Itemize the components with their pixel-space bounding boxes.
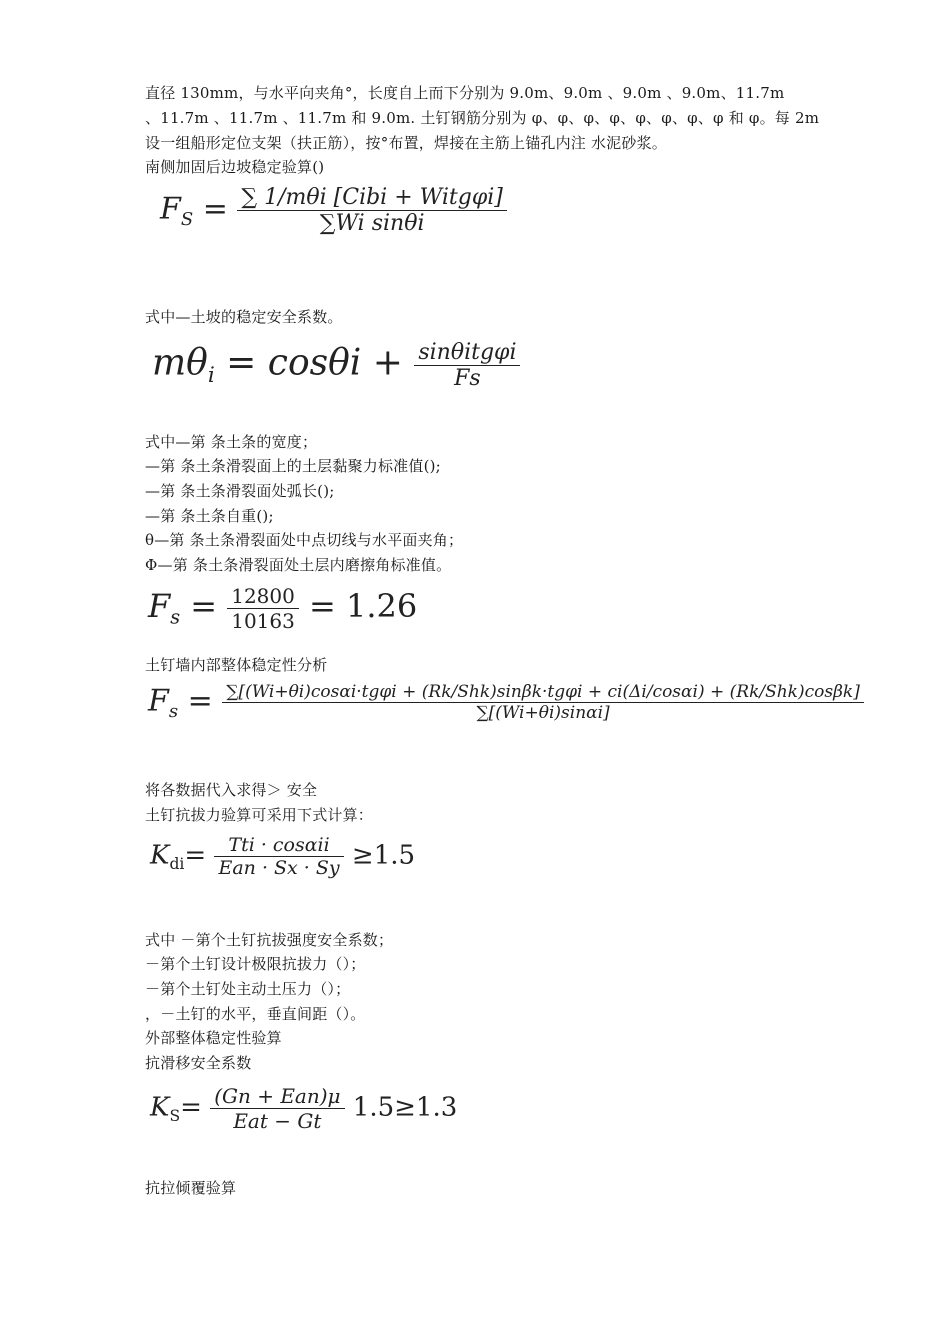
paragraph-line: 将各数据代入求得＞ 安全: [145, 781, 318, 799]
definition-line: ，－土钉的水平，垂直间距（）。: [145, 1005, 366, 1023]
definition-line: —第 条土条自重();: [145, 507, 274, 525]
definition-line: —第 条土条滑裂面上的土层黏聚力标准值();: [145, 457, 441, 475]
definition-line: Φ—第 条土条滑裂面处土层内磨擦角标准值。: [145, 556, 452, 574]
definition-line: 式中 －第个土钉抗拔强度安全系数；: [145, 931, 394, 949]
section-heading: 土钉墙内部整体稳定性分析: [145, 656, 328, 674]
equation-mtheta: $m\theta_i = \cos\theta i$ + $\frac{\text{sinθitgφi}}{Fs}$: [152, 340, 520, 391]
paragraph-line: 土钉抗拔力验算可采用下式计算：: [145, 806, 374, 824]
equation-fs-value: $F_s$ = $\frac{12800}{10163}$ = 1.26: [148, 584, 418, 633]
equation-kdi: $K_{di}=$ $\frac{\text{Tti · cosαii}}{\text{Ean · Sx · Sy}}$ ≥1.5: [150, 834, 416, 879]
equation-fs-sum: $F_S$ = $\frac{\text{∑ 1/mθi [Cibi + Witgφi]}}{\text{∑Wi sinθi}}$: [160, 185, 507, 236]
definition-line: 式中—第 条土条的宽度；: [145, 433, 318, 451]
definition-line: －第个土钉处主动土压力（）；: [145, 980, 351, 998]
definition-line: －第个土钉设计极限抗拔力（）；: [145, 955, 366, 973]
paragraph-line: 式中—土坡的稳定安全系数。: [145, 308, 343, 326]
section-heading: 外部整体稳定性验算: [145, 1029, 282, 1047]
paragraph-line: 设一组船形定位支架（扶正筋），按°布置，焊接在主筋上锚孔内注 水泥砂浆。: [145, 134, 667, 152]
paragraph-line: 直径 130mm，与水平向夹角°，长度自上而下分别为 9.0m、9.0m 、9.0m 、9.0m、11.7m: [145, 84, 785, 102]
section-heading: 抗拉倾覆验算: [145, 1179, 237, 1197]
equation-fs-internal: $F_s$ = ∑[(Wi+θi)cosαi·tgφi + (Rk/Shk)sinβk·tgφi + ci(Δi/cosαi) + (Rk/Shk)cosβk] ∑[(Wi+θi)sinαi]: [148, 682, 864, 723]
definition-line: θ—第 条土条滑裂面处中点切线与水平面夹角；: [145, 531, 464, 549]
paragraph-line: 、11.7m 、11.7m 、11.7m 和 9.0m. 土钉钢筋分别为 φ、φ、φ、φ、φ、φ、φ、φ 和 φ。每 2m: [145, 109, 820, 127]
equation-ks: $K_S=$ $\frac{\text{(Gn + Ean)μ}}{\text{Eat − Gt}}$ 1.5≥1.3: [150, 1084, 458, 1133]
section-heading: 南侧加固后边坡稳定验算(): [145, 158, 325, 176]
definition-line: —第 条土条滑裂面处弧长();: [145, 482, 335, 500]
section-heading: 抗滑移安全系数: [145, 1054, 252, 1072]
